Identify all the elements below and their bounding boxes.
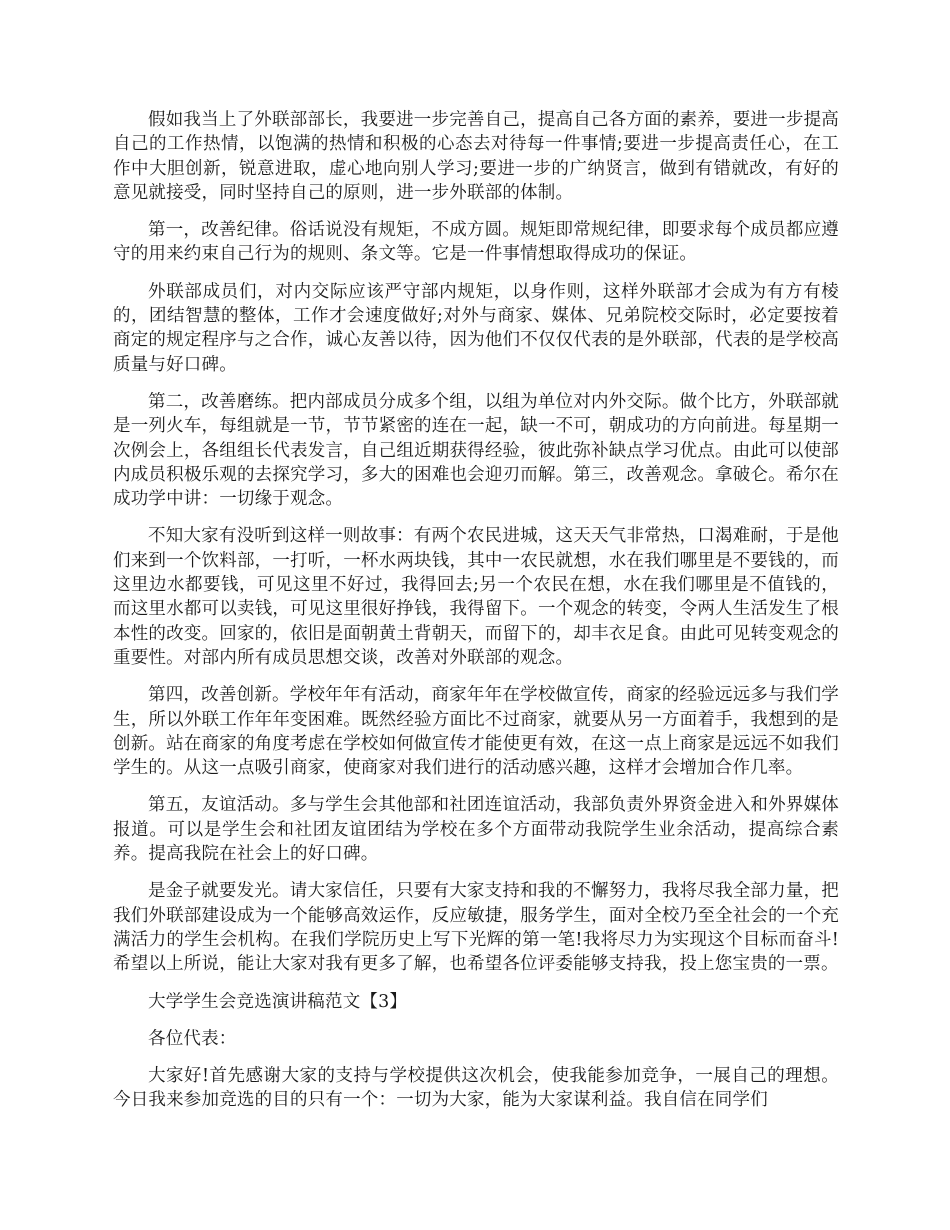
paragraph: 第一，改善纪律。俗话说没有规矩，不成方圆。规矩即常规纪律，即要求每个成员都应遵守的用来约束自己行为的规则、条文等。它是一件事情想取得成功的保证。 (113, 220, 839, 265)
paragraph: 第二，改善磨练。把内部成员分成多个组，以组为单位对内外交际。做个比方，外联部就是一列火车，每组就是一节，节节紧密的连在一起，缺一不可，朝成功的方向前进。每星期一次例会上，各组组长代表发言，自己组近期获得经验，彼此弥补缺点学习优点。由此可以使部内成员积极乐观的去探究学习，多大的困难也会迎刃而解。第三，改善观念。拿破仑。希尔在成功学中讲：一切缘于观念。 (113, 391, 839, 510)
document-body (113, 108, 839, 1126)
paragraph: 是金子就要发光。请大家信任，只要有大家支持和我的不懈努力，我将尽我全部力量，把我们外联部建设成为一个能够高效运作，反应敏捷，服务学生，面对全校乃至全社会的一个充满活力的学生会机构。在我们学院历史上写下光辉的第一笔!我将尽力为实现这个目标而奋斗!希望以上所说，能让大家对我有更多了解，也希望各位评委能够支持我，投上您宝贵的一票。 (113, 881, 839, 975)
paragraph: 外联部成员们，对内交际应该严守部内规矩，以身作则，这样外联部才会成为有方有棱的，团结智慧的整体，工作才会速度做好;对外与商家、媒体、兄弟院校交际时，必定要按着商定的规定程序与之合作，诚心友善以待，因为他们不仅仅代表的是外联部，代表的是学校高质量与好口碑。 (113, 281, 839, 375)
paragraph: 第四，改善创新。学校年年有活动，商家年年在学校做宣传，商家的经验远远多与我们学生，所以外联工作年年变困难。既然经验方面比不过商家，就要从另一方面着手，我想到的是创新。站在商家的角度考虑在学校如何做宣传才能使更有效，在这一点上商家是远远不如我们学生的。从这一点吸引商家，使商家对我们进行的活动感兴趣，这样才会增加合作几率。 (113, 685, 839, 779)
paragraph: 不知大家有没听到这样一则故事：有两个农民进城，这天天气非常热，口渴难耐，于是他们来到一个饮料部，一打听，一杯水两块钱，其中一农民就想，水在我们哪里是不要钱的，而这里边水都要钱，可见这里不好过，我得回去;另一个农民在想，水在我们哪里是不值钱的，而这里水都可以卖钱，可见这里很好挣钱，我得留下。一个观念的转变，令两人生活发生了根本性的改变。回家的，依旧是面朝黄土背朝天，而留下的，却丰衣足食。由此可见转变观念的重要性。对部内所有成员思想交谈，改善对外联部的观念。 (113, 526, 839, 668)
paragraph: 大家好!首先感谢大家的支持与学校提供这次机会，使我能参加竞争，一展自己的理想。今日我来参加竞选的目的只有一个：一切为大家，能为大家谋利益。我自信在同学们 (113, 1066, 839, 1111)
paragraph: 第五，友谊活动。多与学生会其他部和社团连谊活动，我部负责外界资金进入和外界媒体报道。可以是学生会和社团友谊团结为学校在多个方面带动我院学生业余活动，提高综合素养。提高我院在社会上的好口碑。 (113, 795, 839, 865)
salutation: 各位代表： (148, 1028, 237, 1049)
paragraph: 假如我当上了外联部部长，我要进一步完善自己，提高自己各方面的素养，要进一步提高自己的工作热情，以饱满的热情和积极的心态去对待每一件事情;要进一步提高责任心，在工作中大胆创新，锐意进取，虚心地向别人学习;要进一步的广纳贤言，做到有错就改，有好的意见就接受，同时坚持自己的原则，进一步外联部的体制。 (113, 110, 839, 203)
section-heading: 大学学生会竞选演讲稿范文【3】 (148, 991, 408, 1012)
